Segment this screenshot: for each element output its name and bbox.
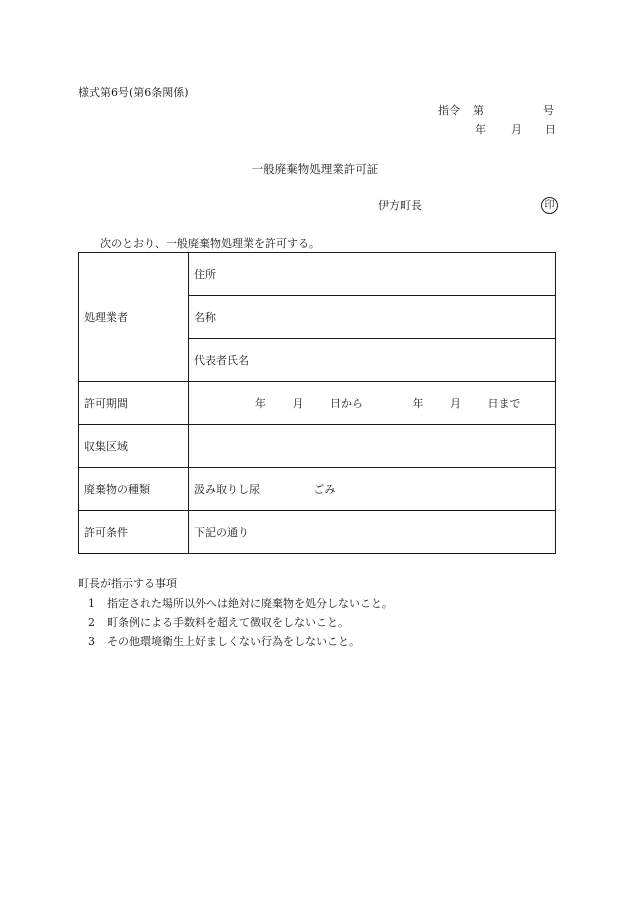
area-label: 収集区域 [79,425,189,468]
date-year: 年 [475,123,486,136]
document-title: 一般廃棄物処理業許可証 [251,162,379,176]
representative-label: 代表者氏名 [189,339,556,382]
name-label: 名称 [189,296,556,339]
issuer: 伊方町長 [378,199,422,212]
period-year-2: 年 [412,397,424,410]
waste-kind-garbage: ごみ [313,483,336,496]
condition-label: 許可条件 [79,511,189,554]
date-day: 日 [545,123,556,136]
table-row [79,511,556,554]
table-row [79,425,556,468]
permit-table [78,252,556,554]
note-text: 指定された場所以外へは絶対に廃棄物を処分しないこと。 [107,597,393,610]
notes-title: 町長が指示する事項 [78,577,177,590]
address-label: 住所 [189,253,556,296]
table-row [79,382,556,425]
note-number: 1 [88,597,95,610]
seal-mark: 印 [541,197,558,214]
list-item [88,597,393,611]
note-number: 2 [88,616,95,629]
note-text: 町条例による手数料を超えて徴収をしないこと。 [107,616,349,629]
waste-kind-value [189,468,556,511]
period-value [189,382,556,425]
number-prefix: 第 [473,104,484,117]
intro-text: 次のとおり、一般廃棄物処理業を許可する。 [100,237,320,250]
period-label: 許可期間 [79,382,189,425]
period-month-2: 月 [450,397,461,410]
waste-kind-night-soil: 汲み取りし尿 [194,483,260,496]
date-month: 月 [511,123,522,136]
form-number: 様式第6号(第6条関係) [78,86,189,99]
waste-kind-label: 廃棄物の種類 [79,468,189,511]
period-month-1: 月 [292,397,304,410]
condition-value: 下記の通り [189,511,556,554]
area-value [189,425,556,468]
number-suffix: 号 [543,104,554,117]
period-from: 日から [330,397,363,410]
list-item [88,616,349,630]
note-text: その他環境衛生上好ましくない行為をしないこと。 [107,635,360,648]
table-row [79,468,556,511]
table-row [79,253,556,296]
list-item [88,635,360,649]
directive-label: 指令 [438,104,460,117]
note-number: 3 [88,635,95,648]
period-year-1: 年 [255,397,266,410]
period-until: 日まで [487,397,521,410]
operator-label: 処理業者 [79,253,189,382]
